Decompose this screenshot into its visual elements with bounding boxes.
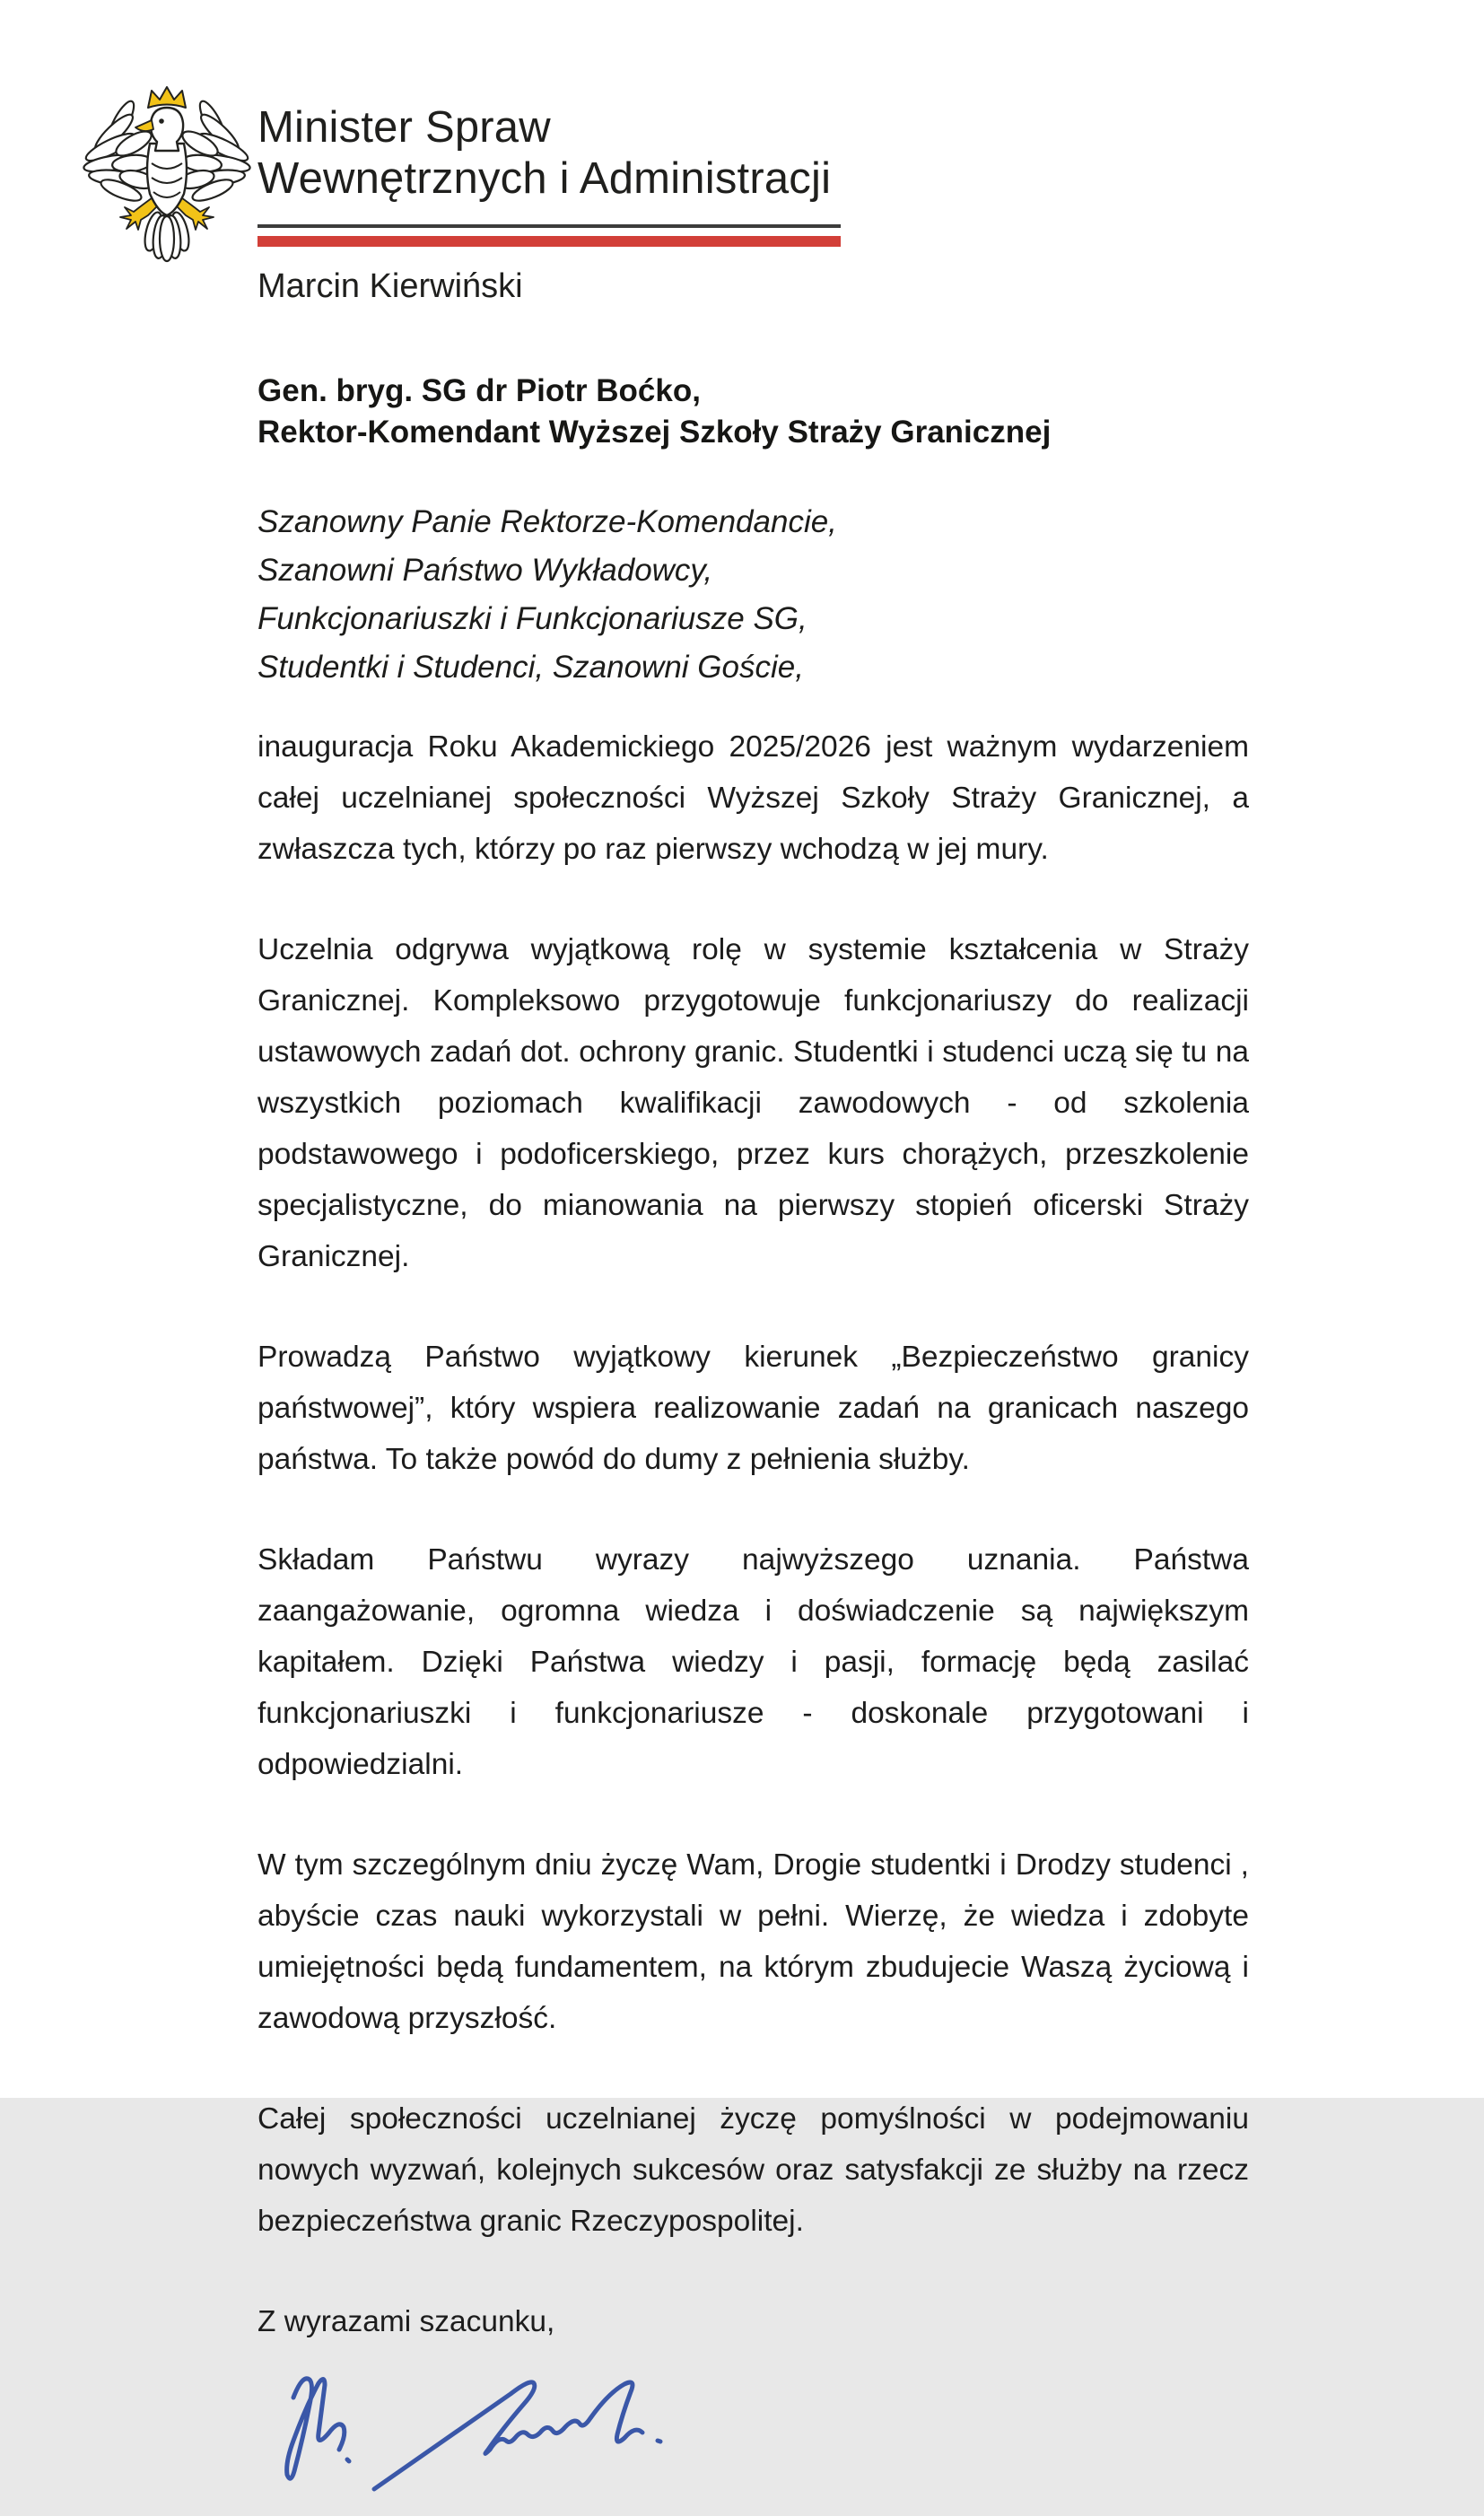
- salutation-block: [258, 498, 1249, 692]
- recipient-title: Rektor-Komendant Wyższej Szkoły Straży Granicznej: [258, 415, 1052, 450]
- sender-name: Marcin Kierwiński: [258, 267, 523, 305]
- letter-content: [258, 102, 1249, 2516]
- body-paragraph: Całej społeczności uczelnianej życzę pomyślności w podejmowaniu nowych wyzwań, kolejnych sukcesów oraz satysfakcji ze służby na rzecz bezpieczeństwa granic Rzeczypospolitej.: [258, 2102, 1249, 2238]
- salutation-line: Szanowny Panie Rektorze-Komendancie,: [258, 504, 837, 539]
- letterhead-divider: [258, 224, 841, 247]
- valediction: Z wyrazami szacunku,: [258, 2305, 555, 2338]
- body-paragraph: Uczelnia odgrywa wyjątkową rolę w systemie kształcenia w Straży Granicznej. Kompleksowo przygotowuje funkcjonariuszy do realizacji ustawowych zadań dot. ochrony granic. Studentki i studenci uczą się tu na wszystkich poziomach kwalifikacji zawodowych - od szkolenia podstawowego i podoficerskiego, przez kurs chorążych, przeszkolenie specjalistyczne, do mianowania na pierwszy stopień oficerski Straży Granicznej.: [258, 933, 1249, 1273]
- body-paragraph: inauguracja Roku Akademickiego 2025/2026 jest ważnym wydarzeniem całej uczelnianej społeczności Wyższej Szkoły Straży Granicznej, a zwłaszcza tych, którzy po raz pierwszy wchodzą w jej mury.: [258, 730, 1249, 866]
- body-paragraph: Prowadzą Państwo wyjątkowy kierunek „Bezpieczeństwo granicy państwowej”, który wspiera realizowanie zadań na granicach naszego państwa. To także powód do dumy z pełnienia służby.: [258, 1341, 1249, 1476]
- ministry-title-line1: Minister Spraw: [258, 103, 551, 152]
- salutation-line: Szanowni Państwo Wykładowcy,: [258, 553, 713, 588]
- recipient-block: [258, 371, 1249, 453]
- divider-white-gap: [258, 228, 841, 236]
- polish-white-eagle-emblem-icon: [90, 81, 244, 260]
- body-paragraph: W tym szczególnym dniu życzę Wam, Drogie studentki i Drodzy studenci , abyście czas nauki wykorzystali w pełni. Wierzę, że wiedza i zdobyte umiejętności będą fundamentem, na którym zbudujecie Waszą życiową i zawodową przyszłość.: [258, 1848, 1249, 2035]
- body-paragraph: Składam Państwu wyrazy najwyższego uznania. Państwa zaangażowanie, ogromna wiedza i doświadczenie są największym kapitałem. Dzięki Państwa wiedzy i pasji, formację będą zasilać funkcjonariuszki i funkcjonariusze - doskonale przygotowani i odpowiedzialni.: [258, 1543, 1249, 1781]
- salutation-line: Studentki i Studenci, Szanowni Goście,: [258, 650, 804, 685]
- salutation-line: Funkcjonariuszki i Funkcjonariusze SG,: [258, 601, 807, 636]
- ministry-title-line2: Wewnętrznych i Administracji: [258, 154, 832, 203]
- letter-body: [258, 721, 1249, 2247]
- divider-red-rule: [258, 236, 841, 247]
- ministry-title: [258, 102, 1249, 205]
- handwritten-signature-icon: [266, 2354, 733, 2516]
- recipient-name: Gen. bryg. SG dr Piotr Boćko,: [258, 373, 701, 408]
